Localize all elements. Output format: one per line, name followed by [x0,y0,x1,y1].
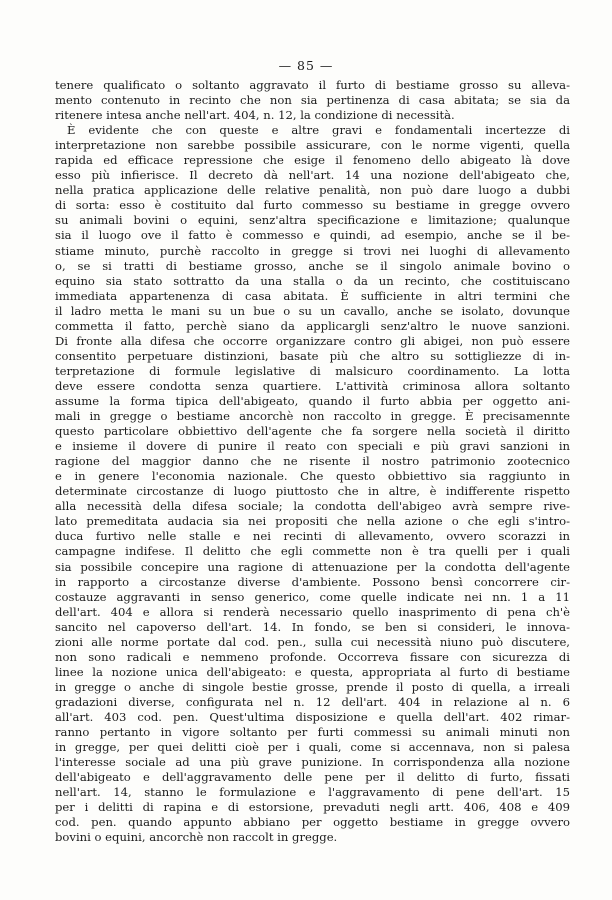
text-line: consentito perpetuare distinzioni, basate più che altro su sottigliezze di in- [55,348,570,363]
text-line: lato premeditata audacia sia nei propositi che nella azione o che egli s'intro- [55,514,570,529]
text-line: in rapporto a circostanze diverse d'ambiente. Possono bensì concorrere cir- [55,574,570,589]
text-line: zioni alle norme portate dal cod. pen., sulla cui necessità niuno può discutere, [55,634,570,649]
text-line: dell'abigeato e dell'aggravamento delle pene per il delitto di furto, fissati [55,770,570,785]
text-line: non sono radicali e nemmeno profonde. Occorreva fissare con sicurezza di [55,649,570,664]
text-line: commetta il fatto, perchè siano da applicargli senz'altro le nuove sanzioni. [55,318,570,333]
text-line: o, se si tratti di bestiame grosso, anche se il singolo animale bovino o [55,258,570,273]
paragraph [55,78,570,123]
text-line: cod. pen. quando appunto abbiano per oggetto bestiame in gregge ovvero [55,815,570,830]
text-line: ranno pertanto in vigore soltanto per furti commessi su animali minuti non [55,725,570,740]
text-line: linee la nozione unica dell'abigeato: e questa, appropriata al furto di bestiame [55,664,570,679]
text-line: per i delitti di rapina e di estorsione, prevaduti negli artt. 406, 408 e 409 [55,800,570,815]
text-line: sia il luogo ove il fatto è commesso e quindi, ad esempio, anche se il be- [55,228,570,243]
text-line: tenere qualificato o soltanto aggravato il furto di bestiame grosso su alleva- [55,78,570,92]
text-line: terpretazione di formule legislative di malsicuro coordinamento. La lotta [55,363,570,378]
text-line: stiame minuto, purchè raccolto in gregge si trovi nei luoghi di allevamento [55,243,570,258]
text-line: l'interesse sociale ad una più grave punizione. In corrispondenza alla nozione [55,755,570,770]
text-line: mento contenuto in recinto che non sia pertinenza di casa abitata; se sia da [55,93,570,108]
text-line: assume la forma tipica dell'abigeato, quando il furto abbia per oggetto ani- [55,393,570,408]
text-line: il ladro metta le mani su un bue o su un cavallo, anche se isolato, dovunque [55,303,570,318]
text-line: sia possibile concepire una ragione di attenuazione per la condotta dell'agente [55,559,570,574]
text-line: ritenere intesa anche nell'art. 404, n. 12, la condizione di necessità. [55,108,455,123]
paragraph [55,123,570,845]
text-line: determinate circostanze di luogo piuttosto che in altre, è indifferente rispetto [55,484,570,499]
text-line: nella pratica applicazione delle relative penalità, non può dare luogo a dubbi [55,183,570,198]
text-line: e in genere l'economia nazionale. Che questo obbiettivo sia raggiunto in [55,469,570,484]
text-line: immediata appartenenza di casa abitata. È sufficiente in altri termini che [55,288,570,303]
body-text [55,78,570,845]
text-line: equino sia stato sottratto da una stalla o da un recinto, che costituiscano [55,273,570,288]
text-line: sancito nel capoverso dell'art. 14. In fondo, se ben si consideri, le innova- [55,619,570,634]
text-line: costauze aggravanti in senso generico, come quelle indicate nei nn. 1 a 11 [55,589,570,604]
text-line: in gregge o anche di singole bestie grosse, prende il posto di quella, a irreali [55,679,570,694]
text-line: esso più infierisce. Il decreto dà nell'art. 14 una nozione dell'abigeato che, [55,168,570,183]
text-line: interpretazione non sarebbe possibile assicurare, con le norme vigenti, quella [55,138,570,153]
text-line: È evidente che con queste e altre gravi e fondamentali incertezze di [67,123,570,138]
text-line: rapida ed efficace repressione che esige il fenomeno dello abigeato là dove [55,153,570,168]
text-line: questo particolare obbiettivo dell'agente che fa sorgere nella società il diritto [55,424,570,439]
text-line: ragione del maggior danno che ne risente il nostro patrimonio zootecnico [55,454,570,469]
text-line: deve essere condotta senza quartiere. L'attività criminosa allora soltanto [55,378,570,393]
text-line: nell'art. 14, stanno le formulazione e l'aggravamento di pene dell'art. 15 [55,785,570,800]
text-line: all'art. 403 cod. pen. Quest'ultima disposizione e quella dell'art. 402 rimar- [55,709,570,724]
page-number: — 85 — [278,58,334,73]
text-line: duca furtivo nelle stalle e nei recinti di allevamento, ovvero scorazzi in [55,529,570,544]
text-line: bovini o equini, ancorchè non raccolt in gregge. [55,830,338,845]
text-line: dell'art. 404 e allora si renderà necessario quello inasprimento di pena ch'è [55,604,570,619]
text-line: campagne indifese. Il delitto che egli commette non è tra quelli per i quali [55,544,570,559]
text-line: alla necessità della difesa sociale; la condotta dell'abigeo avrà sempre rive- [55,499,570,514]
text-line: Di fronte alla difesa che occorre organizzare contro gli abigei, non può essere [55,333,570,348]
text-line: gradazioni diverse, configurata nel n. 12 dell'art. 404 in relazione al n. 6 [55,694,570,709]
text-line: e insieme il dovere di punire il reato con speciali e più gravi sanzioni in [55,439,570,454]
text-line: mali in gregge o bestiame ancorchè non raccolto in gregge. È precisamennte [55,409,570,424]
text-line: in gregge, per quei delitti cioè per i quali, come si accennava, non si palesa [55,740,570,755]
text-line: di sorta: esso è costituito dal furto commesso su bestiame in gregge ovvero [55,198,570,213]
text-line: su animali bovini o equini, senz'altra specificazione e limitazione; qualunque [55,213,570,228]
